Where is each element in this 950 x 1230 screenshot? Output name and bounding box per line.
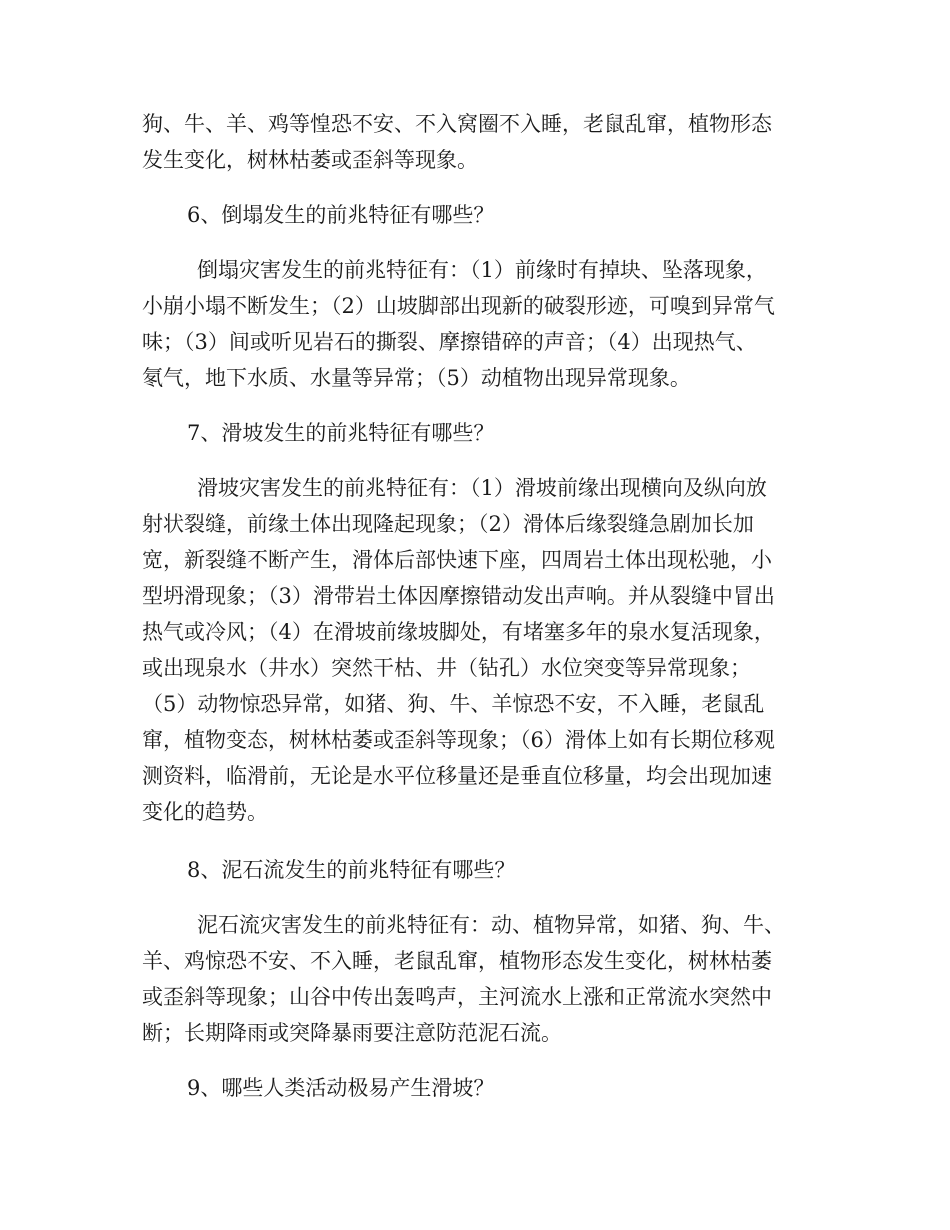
paragraph-line: 或歪斜等现象；山谷中传出轰鸣声，主河流水上涨和正常流水突然中 xyxy=(142,985,772,1009)
intro-paragraph xyxy=(142,106,807,178)
paragraph-line: （5）动物惊恐异常，如猪、狗、牛、羊惊恐不安，不入睡，老鼠乱 xyxy=(142,692,765,716)
question-8-answer xyxy=(142,907,807,1051)
paragraph-line: 热气或冷风；（4）在滑坡前缘坡脚处，有堵塞多年的泉水复活现象， xyxy=(142,620,775,644)
paragraph-line: 氡气，地下水质、水量等异常；（5）动植物出现异常现象。 xyxy=(142,366,691,390)
paragraph-line: 羊、鸡惊恐不安、不入睡，老鼠乱窜，植物形态发生变化，树林枯萎 xyxy=(142,949,772,973)
paragraph-line: 变化的趋势。 xyxy=(142,800,268,824)
paragraph-line: 型坍滑现象；（3）滑带岩土体因摩擦错动发出声响。并从裂缝中冒出 xyxy=(142,584,775,608)
question-6-heading: 6、倒塌发生的前兆特征有哪些？ xyxy=(187,203,495,227)
paragraph-line: 窜，植物变态，树林枯萎或歪斜等现象；（6）滑体上如有长期位移观 xyxy=(142,728,775,752)
paragraph-line: 泥石流灾害发生的前兆特征有：动、植物异常，如猪、狗、牛、 xyxy=(197,913,785,937)
question-9-heading: 9、哪些人类活动极易产生滑坡？ xyxy=(187,1076,495,1100)
paragraph-line: 发生变化，树林枯萎或歪斜等现象。 xyxy=(142,148,478,172)
paragraph-line: 宽，新裂缝不断产生，滑体后部快速下座，四周岩土体出现松驰，小 xyxy=(142,548,772,572)
question-6-answer xyxy=(142,252,807,396)
paragraph-line: 或出现泉水（井水）突然干枯、井（钻孔）水位突变等异常现象； xyxy=(142,656,751,680)
paragraph-line: 小崩小塌不断发生；（2）山坡脚部出现新的破裂形迹，可嗅到异常气 xyxy=(142,294,775,318)
question-8-heading: 8、泥石流发生的前兆特征有哪些？ xyxy=(187,858,516,882)
paragraph-line: 测资料，临滑前，无论是水平位移量还是垂直位移量，均会出现加速 xyxy=(142,764,772,788)
paragraph-line: 滑坡灾害发生的前兆特征有：（1）滑坡前缘出现横向及纵向放 xyxy=(197,476,767,500)
paragraph-line: 断；长期降雨或突降暴雨要注意防范泥石流。 xyxy=(142,1021,562,1045)
paragraph-line: 射状裂缝，前缘土体出现隆起现象；（2）滑体后缘裂缝急剧加长加 xyxy=(142,512,754,536)
paragraph-line: 味；（3）间或听见岩石的撕裂、摩擦错碎的声音；（4）出现热气、 xyxy=(142,330,757,354)
question-7-answer xyxy=(142,470,807,830)
paragraph-line: 倒塌灾害发生的前兆特征有：（1）前缘时有掉块、坠落现象， xyxy=(197,258,767,282)
question-7-heading: 7、滑坡发生的前兆特征有哪些？ xyxy=(187,421,495,445)
paragraph-line: 狗、牛、羊、鸡等惶恐不安、不入窝圈不入睡，老鼠乱窜，植物形态 xyxy=(142,112,772,136)
